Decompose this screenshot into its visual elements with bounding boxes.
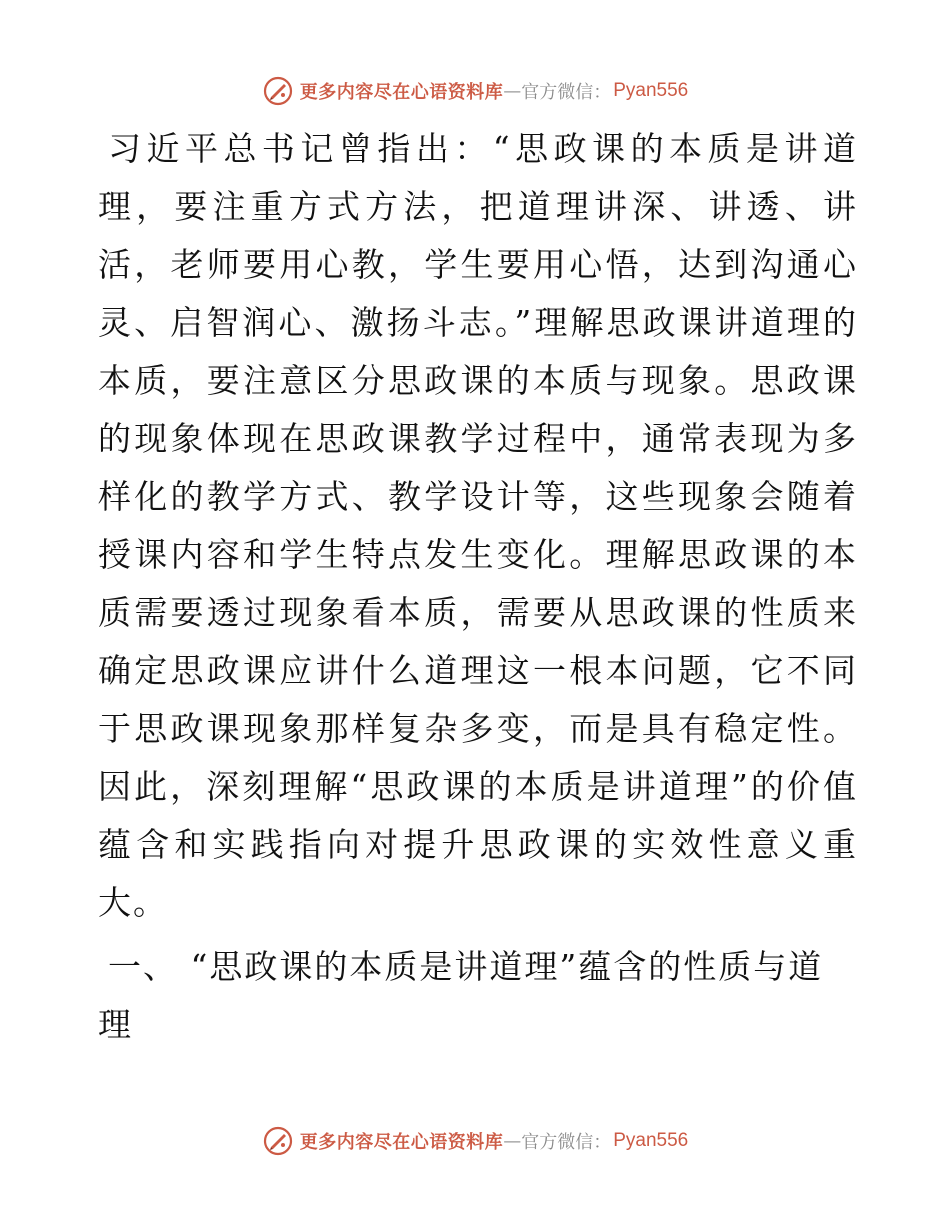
watermark-wechat-id: Pyan556 bbox=[613, 1130, 689, 1151]
watermark-separator: — bbox=[503, 80, 522, 102]
quill-emblem-icon bbox=[262, 75, 294, 107]
watermark-separator: — bbox=[503, 1130, 522, 1152]
intro-paragraph: 习近平总书记曾指出：“思政课的本质是讲道理，要注重方式方法，把道理讲深、讲透、讲活，老师要用心教，学生要用心悟，达到沟通心灵、启智润心、激扬斗志。”理解思政课讲道理的本质，要注意区分思政课的本质与现象。思政课的现象体现在思政课教学过程中，通常表现为多样化的教学方式、教学设计等，这些现象会随着授课内容和学生特点发生变化。理解思政课的本质需要透过现象看本质，需要从思政课的性质来确定思政课应讲什么道理这一根本问题，它不同于思政课现象那样复杂多变，而是具有稳定性。因此，深刻理解“思政课的本质是讲道理”的价值蕴含和实践指向对提升思政课的实效性意义重大。 bbox=[98, 129, 858, 922]
watermark-promo-text: 更多内容尽在心语资料库 bbox=[299, 82, 504, 103]
section-heading: 一、 “思政课的本质是讲道理”蕴含的性质与道理 bbox=[98, 947, 824, 1044]
footer-watermark bbox=[0, 1121, 950, 1161]
header-watermark bbox=[0, 71, 950, 111]
watermark-official-label: 官方微信： bbox=[521, 82, 612, 103]
watermark-wechat-id: Pyan556 bbox=[613, 80, 689, 101]
watermark-promo-text: 更多内容尽在心语资料库 bbox=[299, 1132, 504, 1153]
quill-emblem-icon bbox=[262, 1125, 294, 1157]
watermark-official-label: 官方微信： bbox=[521, 1132, 612, 1153]
document-body bbox=[98, 120, 858, 1054]
